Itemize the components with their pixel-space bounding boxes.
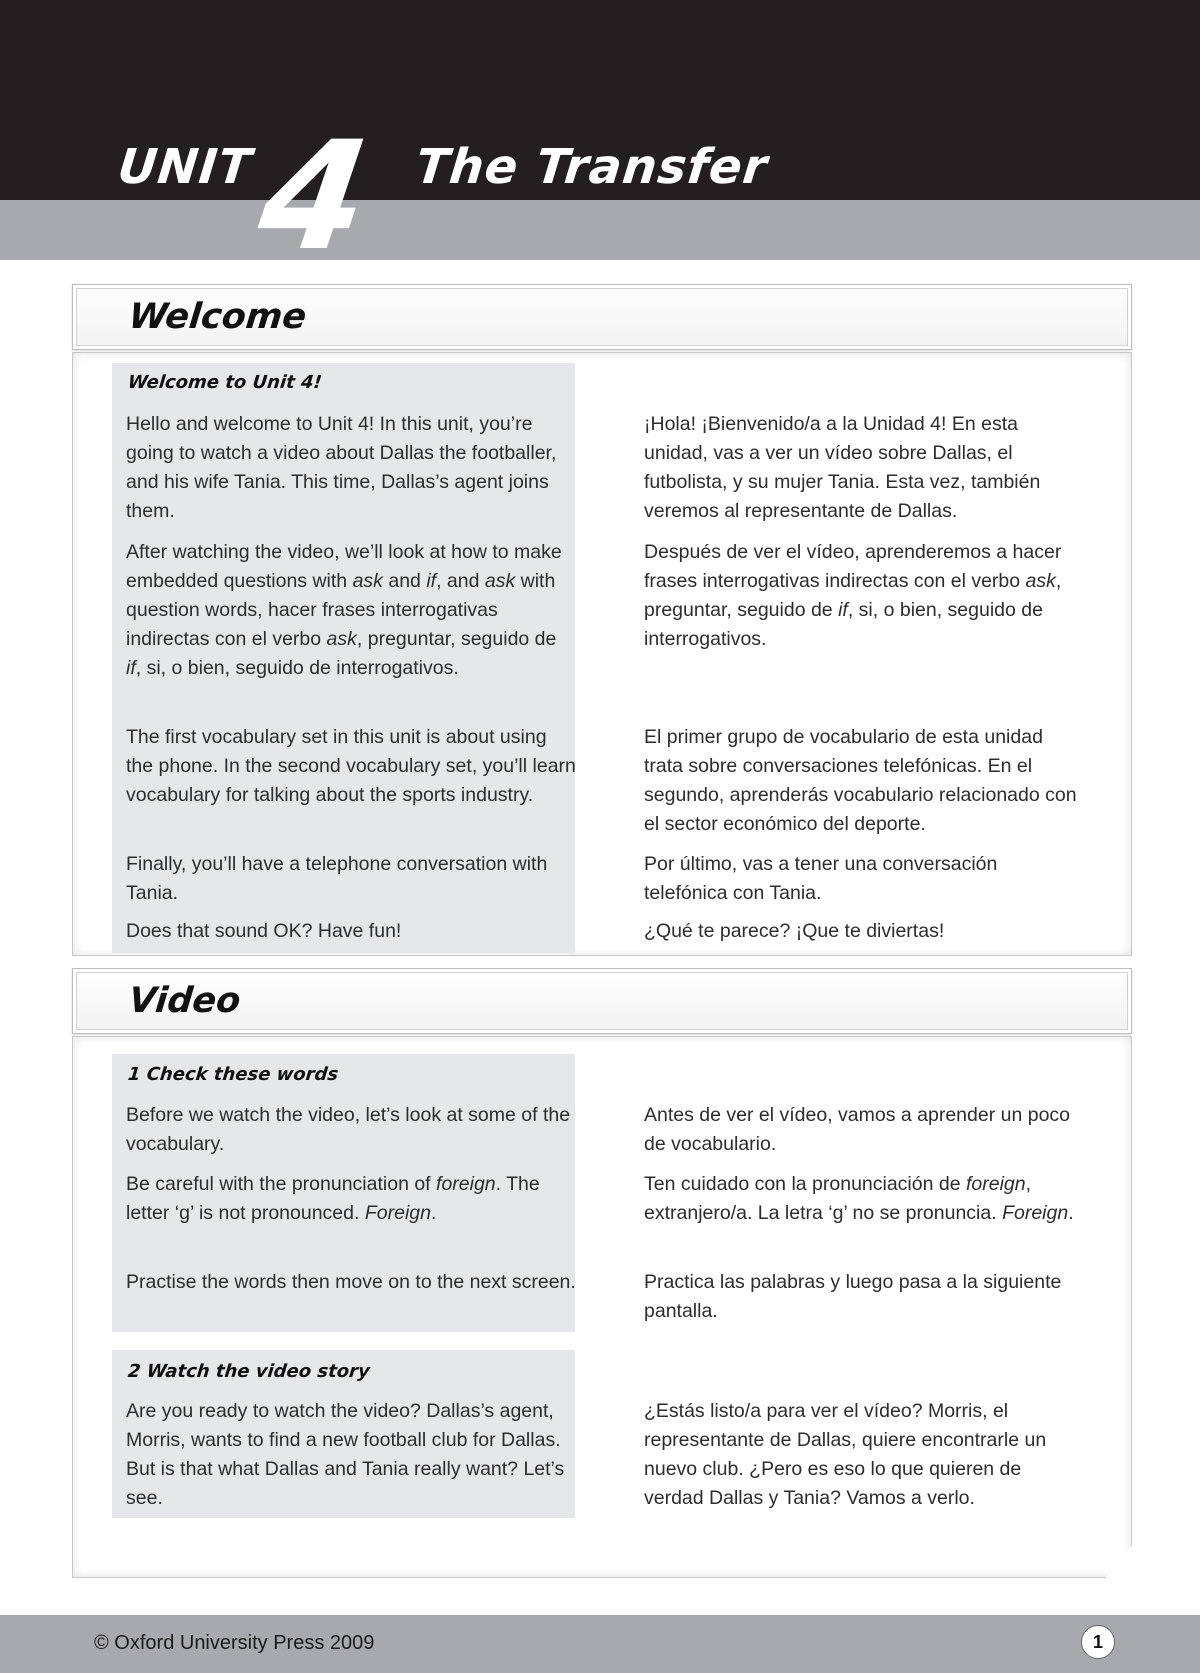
- check-words-es-paragraph: Antes de ver el vídeo, vamos a aprender un poco de vocabulario.: [644, 1104, 1071, 1155]
- welcome-es-paragraph: Después de ver el vídeo, aprenderemos a hacer frases interrogativas indirectas con el verbo ask, preguntar, seguido de if, si, o bien, seguido de interrogativos.: [644, 541, 1062, 650]
- video-section-header: [72, 968, 1132, 1034]
- footer-band: [0, 1615, 1200, 1673]
- welcome-en-paragraph: Does that sound OK? Have fun!: [126, 920, 402, 942]
- welcome-title: Welcome: [126, 297, 309, 337]
- unit-number: 4: [249, 110, 379, 284]
- welcome-en-paragraph: Finally, you’ll have a telephone conversation with Tania.: [126, 853, 548, 904]
- welcome-en-paragraph: After watching the video, we’ll look at how to make embedded questions with ask and if, and ask with question words, hacer frases interrogativas indirectas con el verbo ask, preguntar, seguido de if, si, o bien, seguido de interrogativos.: [126, 541, 562, 679]
- unit-title: The Transfer: [413, 139, 771, 195]
- unit-label: UNIT: [115, 139, 255, 195]
- watch-video-en-paragraph: Are you ready to watch the video? Dallas’s agent, Morris, wants to find a new football club for Dallas. But is that what Dallas and Tania really want? Let’s see.: [126, 1400, 565, 1509]
- welcome-es-paragraph: El primer grupo de vocabulario de esta unidad trata sobre conversaciones telefónicas. En el segundo, aprenderás vocabulario relacionado con el sector económico del deporte.: [644, 726, 1077, 835]
- check-words-en-paragraph: Be careful with the pronunciation of foreign. The letter ‘g’ is not pronounced. Foreign.: [126, 1173, 540, 1224]
- watch-video-es-paragraph: ¿Estás listo/a para ver el vídeo? Morris, el representante de Dallas, quiere encontrarle un nuevo club. ¿Pero es eso lo que quieren de verdad Dallas y Tania? Vamos a verlo.: [644, 1400, 1047, 1509]
- welcome-es-paragraph: ¡Hola! ¡Bienvenido/a a la Unidad 4! En esta unidad, vas a ver un vídeo sobre Dallas, el futbolista, y su mujer Tania. Esta vez, también veremos al representante de Dallas.: [644, 413, 1041, 522]
- header-band-grey: [0, 200, 1200, 260]
- watch-video-heading: 2 Watch the video story: [126, 1361, 371, 1382]
- welcome-subheading: Welcome to Unit 4!: [126, 372, 323, 393]
- check-words-es-paragraph: Practica las palabras y luego pasa a la siguiente pantalla.: [644, 1271, 1062, 1322]
- check-words-es-paragraph: Ten cuidado con la pronunciación de foreign, extranjero/a. La letra ‘g’ no se pronuncia. Foreign.: [644, 1173, 1074, 1224]
- video-title: Video: [126, 981, 243, 1021]
- welcome-en-paragraph: Hello and welcome to Unit 4! In this unit, you’re going to watch a video about Dallas the footballer, and his wife Tania. This time, Dallas’s agent joins them.: [126, 413, 557, 522]
- page-number: 1: [1081, 1625, 1115, 1659]
- check-words-heading: 1 Check these words: [126, 1064, 340, 1085]
- check-words-en-paragraph: Before we watch the video, let’s look at some of the vocabulary.: [126, 1104, 571, 1155]
- copyright-text: © Oxford University Press 2009: [94, 1632, 375, 1654]
- welcome-en-paragraph: The first vocabulary set in this unit is about using the phone. In the second vocabulary set, you’ll learn vocabulary for talking about the sports industry.: [126, 726, 576, 806]
- welcome-es-paragraph: Por último, vas a tener una conversación telefónica con Tania.: [644, 853, 998, 904]
- welcome-es-paragraph: ¿Qué te parece? ¡Que te diviertas!: [644, 920, 945, 942]
- check-words-en-paragraph: Practise the words then move on to the next screen.: [126, 1271, 576, 1293]
- welcome-section-header: [72, 284, 1132, 350]
